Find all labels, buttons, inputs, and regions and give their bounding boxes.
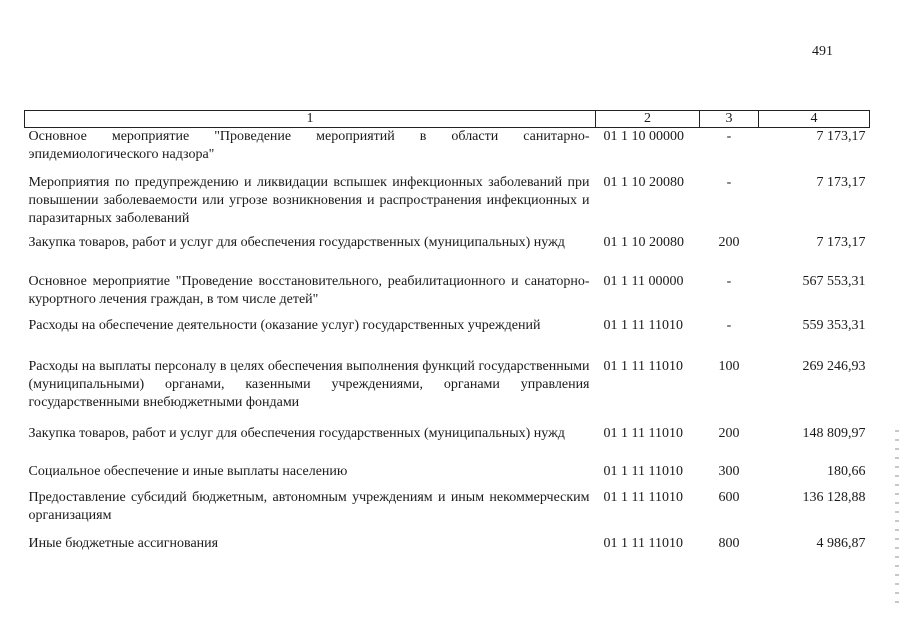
row-code: 01 1 11 11010	[603, 425, 683, 441]
row-expense-type: 100	[718, 358, 740, 374]
row-code: 01 1 11 00000	[603, 273, 684, 289]
row-expense-type: -	[726, 317, 732, 333]
row-expense-type: -	[726, 273, 732, 289]
table-row	[25, 489, 870, 535]
column-header-expense-type: 3	[700, 111, 759, 128]
table-row	[25, 535, 870, 555]
row-code: 01 1 11 11010	[603, 535, 683, 551]
row-expense-type: 200	[718, 425, 740, 441]
row-description: Мероприятия по предупреждению и ликвидации вспышек инфекционных заболеваний при повышении заболеваемости или угрозе возникновения и распространения инфекционных и паразитарных заболеваний	[28, 174, 590, 226]
row-amount: 7 173,17	[816, 234, 866, 250]
table-row	[25, 234, 870, 273]
row-expense-type: 300	[718, 463, 740, 479]
row-amount: 269 246,93	[802, 358, 866, 374]
row-amount: 136 128,88	[802, 489, 866, 505]
row-description: Закупка товаров, работ и услуг для обеспечения государственных (муниципальных) нужд	[28, 234, 565, 250]
row-expense-type: 600	[718, 489, 740, 505]
column-header-description: 1	[25, 111, 596, 128]
row-code: 01 1 11 11010	[603, 489, 683, 505]
table-header-row	[25, 111, 870, 128]
row-amount: 148 809,97	[802, 425, 866, 441]
row-amount: 180,66	[827, 463, 866, 479]
row-expense-type: 800	[718, 535, 740, 551]
row-description: Социальное обеспечение и иные выплаты населению	[28, 463, 348, 479]
table-row	[25, 128, 870, 174]
row-code: 01 1 10 20080	[603, 174, 684, 190]
row-description: Расходы на выплаты персоналу в целях обеспечения выполнения функций государственными (муниципальными) органами, казенными учреждениями, органами управления государственными внебюджетными фондами	[28, 358, 590, 410]
row-code: 01 1 11 11010	[603, 317, 683, 333]
scan-margin-marks	[895, 430, 899, 610]
row-code: 01 1 11 11010	[603, 463, 683, 479]
row-amount: 567 553,31	[802, 273, 866, 289]
row-expense-type: -	[726, 174, 732, 190]
row-description: Закупка товаров, работ и услуг для обеспечения государственных (муниципальных) нужд	[28, 425, 565, 441]
row-description: Основное мероприятие "Проведение восстановительного, реабилитационного и санаторно-курортного лечения граждан, в том числе детей"	[28, 273, 590, 307]
row-description: Основное мероприятие "Проведение мероприятий в области санитарно-эпидемиологического надзора"	[28, 129, 590, 162]
column-header-code: 2	[596, 111, 700, 128]
table-row	[25, 463, 870, 489]
row-description: Расходы на обеспечение деятельности (оказание услуг) государственных учреждений	[28, 317, 541, 333]
column-header-amount: 4	[759, 111, 870, 128]
page-number: 491	[812, 44, 833, 59]
row-amount: 559 353,31	[802, 317, 866, 333]
table-row	[25, 174, 870, 234]
table-row	[25, 358, 870, 425]
row-amount: 7 173,17	[816, 129, 866, 144]
table-row	[25, 273, 870, 317]
row-expense-type: -	[726, 129, 732, 144]
row-amount: 4 986,87	[816, 535, 866, 551]
row-description: Предоставление субсидий бюджетным, автономным учреждениям и иным некоммерческим организациям	[28, 489, 590, 523]
table-row	[25, 425, 870, 463]
row-amount: 7 173,17	[816, 174, 866, 190]
row-code: 01 1 10 00000	[603, 129, 684, 144]
row-code: 01 1 10 20080	[603, 234, 684, 250]
row-code: 01 1 11 11010	[603, 358, 683, 374]
row-expense-type: 200	[718, 234, 740, 250]
row-description: Иные бюджетные ассигнования	[28, 535, 219, 551]
budget-table	[24, 110, 870, 555]
table-row	[25, 317, 870, 358]
